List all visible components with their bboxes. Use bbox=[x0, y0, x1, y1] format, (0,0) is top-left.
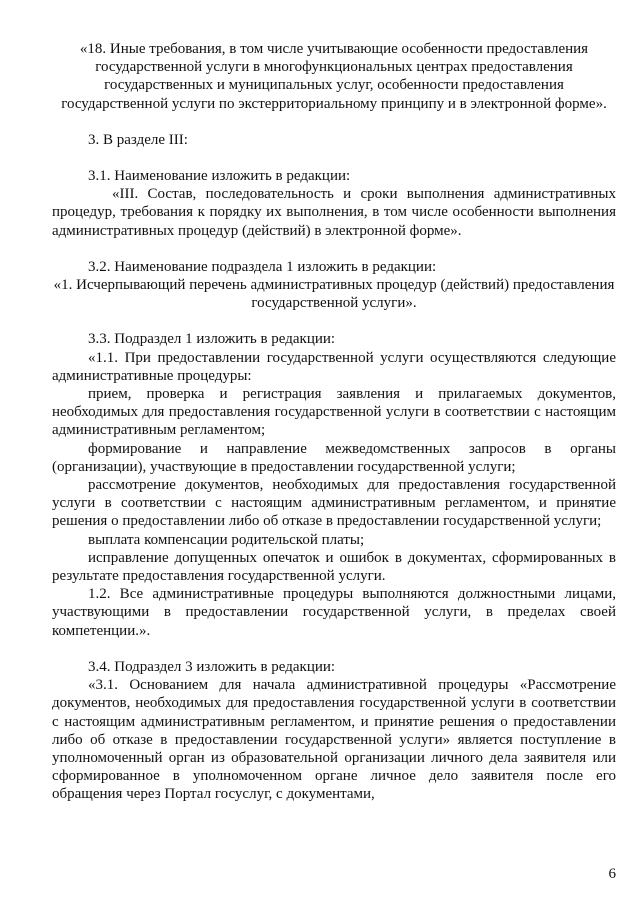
list-item-compensation: выплата компенсации родительской платы; bbox=[88, 531, 365, 548]
paragraph-1-1: «1.1. При предоставлении государственной услуги осуществляются следующие административные процедуры: bbox=[52, 349, 616, 384]
paragraph-1-2: 1.2. Все административные процедуры выполняются должностными лицами, участвующими в предоставлении государственной услуги, в пределах своей компетенции.». bbox=[52, 586, 616, 639]
list-item-interdepartmental-requests: формирование и направление межведомственных запросов в органы (организации), участвующие в предоставлении государственной услуги; bbox=[52, 440, 616, 475]
document-body bbox=[52, 40, 616, 804]
paragraph-3-2-text: «1. Исчерпывающий перечень административных процедур (действий) предоставления государственной услуги». bbox=[53, 277, 615, 312]
list-item-corrections: исправление допущенных опечаток и ошибок в документах, сформированных в результате предоставления государственной услуги. bbox=[52, 549, 616, 585]
paragraph-3-1-heading: 3.1. Наименование изложить в редакции: bbox=[88, 168, 351, 185]
paragraph-section-3: 3. В разделе III: bbox=[88, 131, 188, 148]
paragraph-18-requirements: «18. Иные требования, в том числе учитывающие особенности предоставления государственной услуги в многофункциональных центрах предоставления государственных и муниципальных услуг, особенности предоставления государственной услуги по экстерриториальному принципу и в электронной форме». bbox=[61, 41, 607, 112]
paragraph-3-1-text: «III. Состав, последовательность и сроки выполнения административных процедур, требования к порядку их выполнения, в том числе особенности выполнения административных процедур (действий) в электронной форме». bbox=[52, 186, 616, 239]
page-number: 6 bbox=[608, 866, 616, 882]
paragraph-3-4-heading: 3.4. Подраздел 3 изложить в редакции: bbox=[88, 658, 336, 675]
paragraph-3-1-basis: «3.1. Основанием для начала административной процедуры «Рассмотрение документов, необходимых для предоставления государственной услуги в соответствии с настоящим административным регламентом, и принятие решения о предоставлении либо об отказе в предоставлении государственной услуги» является поступление в уполномоченный орган из образовательной организации личного дела заявителя или сформированное в уполномоченном органе личное дело заявителя после его обращения через Портал госуслуг, с документами, bbox=[52, 677, 616, 803]
list-item-reception: прием, проверка и регистрация заявления и прилагаемых документов, необходимых для предоставления государственной услуги в соответствии с настоящим административным регламентом; bbox=[52, 386, 616, 439]
paragraph-3-2-heading: 3.2. Наименование подраздела 1 изложить в редакции: bbox=[88, 258, 437, 275]
list-item-review-decision: рассмотрение документов, необходимых для предоставления государственной услуги в соответствии с настоящим административным регламентом, и принятие решения о предоставлении либо об отказе в предоставлении государственной услуги; bbox=[52, 477, 616, 530]
paragraph-3-3-heading: 3.3. Подраздел 1 изложить в редакции: bbox=[88, 331, 336, 348]
